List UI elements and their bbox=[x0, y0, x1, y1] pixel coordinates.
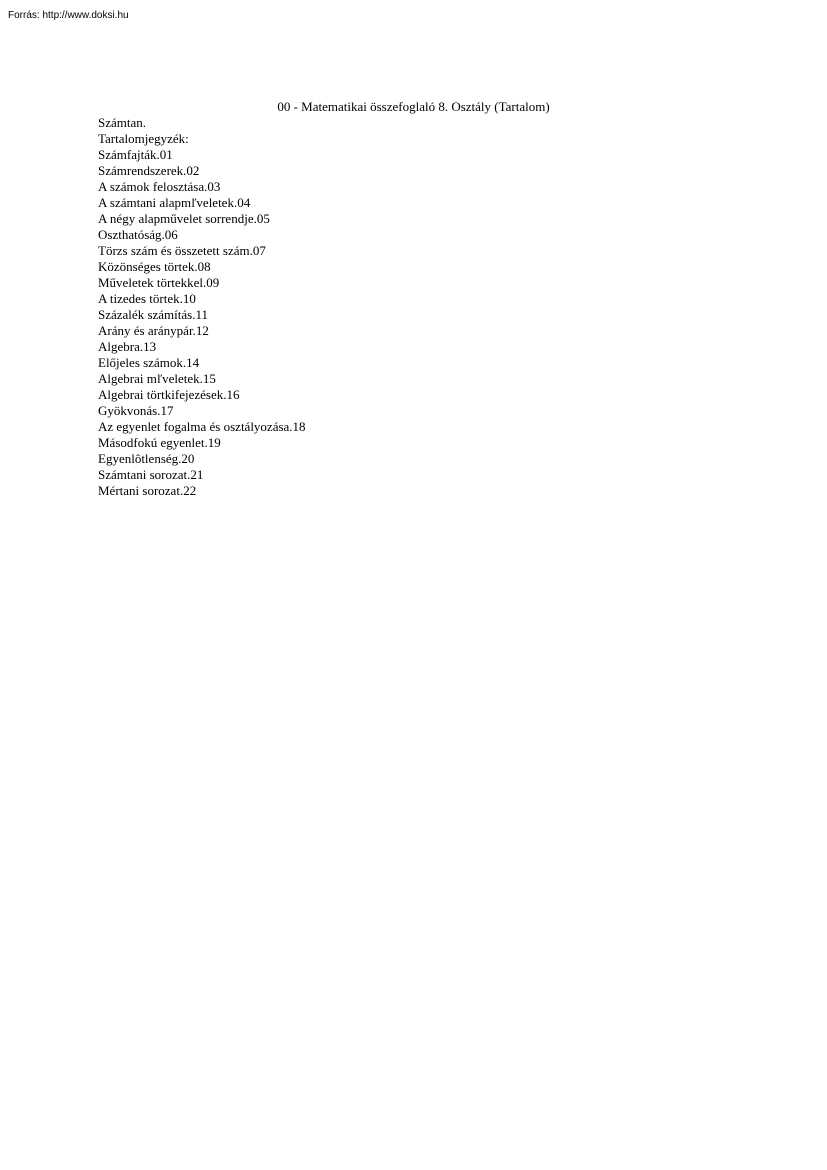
toc-item: A négy alapművelet sorrendje.05 bbox=[98, 211, 270, 226]
toc-item: Százalék számítás.11 bbox=[98, 307, 208, 322]
toc-item: Előjeles számok.14 bbox=[98, 355, 200, 370]
toc-heading: Tartalomjegyzék: bbox=[98, 131, 189, 146]
subject-heading: Számtan. bbox=[98, 115, 147, 130]
toc-item: Számtani sorozat.21 bbox=[98, 467, 204, 482]
toc-item: Mértani sorozat.22 bbox=[98, 483, 197, 498]
document-body bbox=[98, 115, 306, 499]
source-label: Forrás: http://www.doksi.hu bbox=[8, 10, 129, 21]
toc-item: Algebrai törtkifejezések.16 bbox=[98, 387, 240, 402]
toc-item: A tizedes törtek.10 bbox=[98, 291, 196, 306]
toc-item: A számtani alapmľveletek.04 bbox=[98, 195, 251, 210]
toc-item: Számrendszerek.02 bbox=[98, 163, 200, 178]
toc-item: Gyökvonás.17 bbox=[98, 403, 174, 418]
toc-item: Arány és aránypár.12 bbox=[98, 323, 209, 338]
toc-item: Törzs szám és összetett szám.07 bbox=[98, 243, 266, 258]
toc-item: Az egyenlet fogalma és osztályozása.18 bbox=[98, 419, 306, 434]
toc-item: Algebra.13 bbox=[98, 339, 157, 354]
toc-list bbox=[98, 147, 306, 499]
toc-item: Oszthatóság.06 bbox=[98, 227, 178, 242]
toc-item: A számok felosztása.03 bbox=[98, 179, 221, 194]
toc-item: Másodfokú egyenlet.19 bbox=[98, 435, 221, 450]
toc-item: Számfajták.01 bbox=[98, 147, 173, 162]
toc-item: Közönséges törtek.08 bbox=[98, 259, 211, 274]
toc-item: Műveletek törtekkel.09 bbox=[98, 275, 220, 290]
toc-item: Algebrai mľveletek.15 bbox=[98, 371, 216, 386]
document-title: 00 - Matematikai összefoglaló 8. Osztály (Tartalom) bbox=[277, 99, 550, 114]
toc-item: Egyenlôtlenség.20 bbox=[98, 451, 195, 466]
